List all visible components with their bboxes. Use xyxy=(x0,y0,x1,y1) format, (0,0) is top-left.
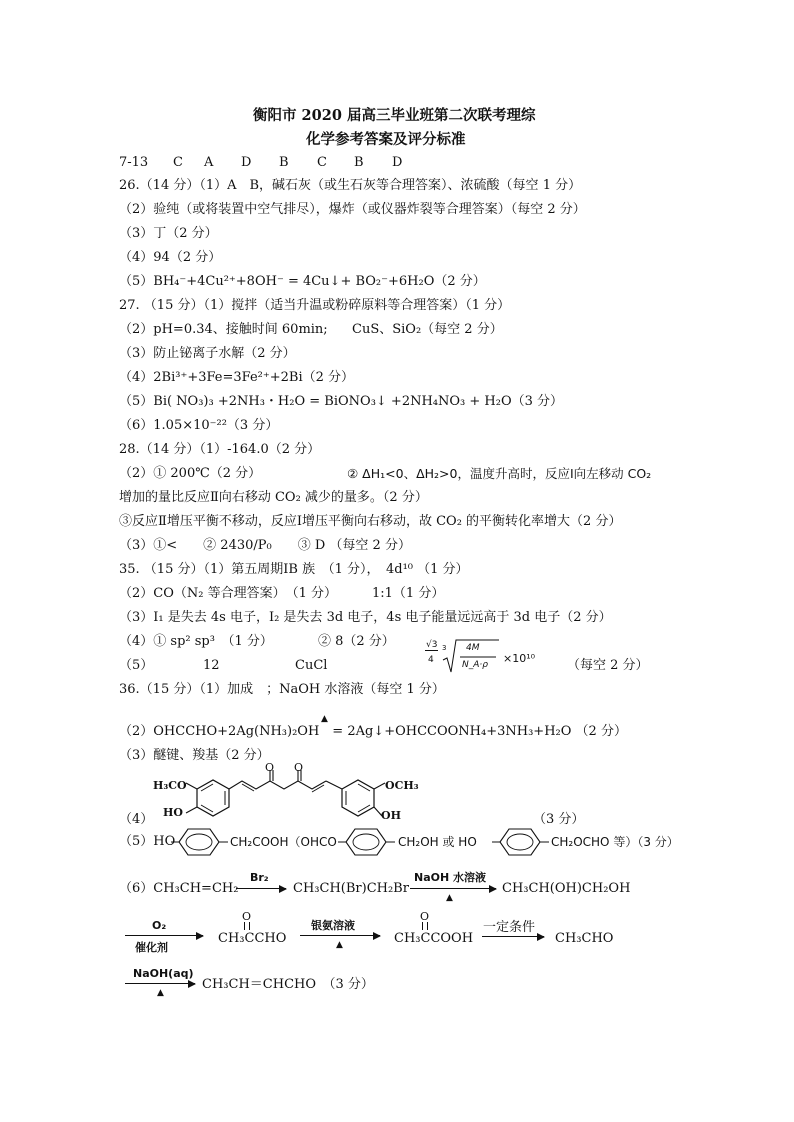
mc-answer: D xyxy=(392,155,403,170)
answer-line: 增加的量比反应Ⅱ向右移动 CO₂ 减少的量多。（2 分） xyxy=(119,490,428,505)
formula-times: ×10¹⁰ xyxy=(503,652,536,665)
answer-line: ③反应Ⅱ增压平衡不移动，反应Ⅰ增压平衡向右移动，故 CO₂ 的平衡转化率增大（2 分） xyxy=(119,514,622,529)
mc-answer: D xyxy=(241,155,252,170)
answer-line: （5）HO xyxy=(119,834,176,849)
structure-och3: OCH₃ xyxy=(385,779,419,792)
answer-line: CH₃CH(OH)CH₂OH xyxy=(502,881,631,896)
page-title: 衡阳市 2020 届高三毕业班第二次联考理综 xyxy=(253,107,536,124)
answer-line: （4）2Bi³⁺+3Fe=3Fe²⁺+2Bi（2 分） xyxy=(119,370,355,385)
structure-h3co: H₃CO xyxy=(153,779,187,792)
reagent-ag-ammonia: 银氨溶液 xyxy=(311,919,355,932)
answer-line: 35. （15 分）（1）第五周期ⅠB 族 （1 分）， 4d¹⁰ （1 分） xyxy=(119,562,469,577)
reaction-arrow xyxy=(125,935,203,936)
answer-line: 36.（15 分）（1）加成 ；NaOH 水溶液（每空 1 分） xyxy=(119,682,445,697)
answer-line: （3）①< ② 2430/P₀ ③ D （每空 2 分） xyxy=(119,538,411,553)
answer-line: 26.（14 分）（1）A B，碱石灰（或生石灰等合理答案）、浓硫酸（每空 1 分） xyxy=(119,178,582,193)
mc-range: 7-13 xyxy=(119,155,149,170)
answer-line: （6）1.05×10⁻²²（3 分） xyxy=(119,418,279,433)
mc-answer: B xyxy=(354,155,364,170)
structure-o: O xyxy=(265,761,275,774)
heat-triangle: ▲ xyxy=(336,940,343,950)
reaction-arrow xyxy=(125,983,195,984)
reaction-arrow xyxy=(482,936,544,937)
answer-line: CH₂COOH（OHCO xyxy=(230,835,337,849)
mc-answer: B xyxy=(279,155,289,170)
answer-line: （5） xyxy=(119,658,154,673)
answer-line: CH₂OH 或 HO xyxy=(398,835,477,849)
answer-line: （4） xyxy=(119,812,154,827)
formula-sqrt3: √3 xyxy=(426,640,438,650)
mc-answer: C xyxy=(173,155,183,170)
reagent-naoh-aq: NaOH(aq) xyxy=(133,967,194,980)
answer-line: （6）CH₃CH=CH₂ xyxy=(119,881,239,896)
benzene-ring-icon xyxy=(492,826,550,858)
reagent-catalyst: 催化剂 xyxy=(135,941,168,954)
answer-line: （3）I₁ 是失去 4s 电子，I₂ 是失去 3d 电子，4s 电子能量远远高于 3d 电子（2 分） xyxy=(119,610,612,625)
answer-line: （4）① sp² sp³ （1 分） xyxy=(119,634,273,649)
answer-line: （2）验纯（或将装置中空气排尽），爆炸（或仪器炸裂等合理答案）（每空 2 分） xyxy=(119,202,586,217)
mc-answer: C xyxy=(317,155,327,170)
answer-line: （5）Bi( NO₃)₃ +2NH₃・H₂O = BiONO₃↓ +2NH₄NO₃ + H₂O（3 分） xyxy=(119,394,564,409)
answer-line: （4）94（2 分） xyxy=(119,250,222,265)
structure-o: O xyxy=(294,761,304,774)
answer-line: （2）OHCCHO+2Ag(NH₃)₂OH = 2Ag↓+OHCCOONH₄+3NH₃+H₂O （2 分） xyxy=(119,724,627,739)
answer-line: （5）BH₄⁻+4Cu²⁺+8OH⁻ = 4Cu↓+ BO₂⁻+6H₂O（2 分） xyxy=(119,274,486,289)
answer-line: ② 8（2 分） xyxy=(318,634,395,649)
answer-line: （2）pH=0.34、接触时间 60min; xyxy=(119,322,328,337)
reagent-o2: O₂ xyxy=(152,919,167,932)
answer-line: （2）CO（N₂ 等合理答案） （1 分） xyxy=(119,586,337,601)
reaction-arrow xyxy=(300,935,380,936)
page-subtitle: 化学参考答案及评分标准 xyxy=(306,131,466,148)
answer-line: CH₃CHO xyxy=(555,931,614,946)
answer-line: CH₃CH＝CHCHO （3 分） xyxy=(202,977,374,992)
carbonyl-o: O xyxy=(420,910,430,923)
structure-ho: HO xyxy=(163,806,183,819)
formula-root-index: 3 xyxy=(442,644,447,652)
answer-line: （3）醚键、羧基（2 分） xyxy=(119,748,270,763)
carbonyl-o: O xyxy=(242,910,252,923)
answer-line: 12 xyxy=(203,658,220,673)
answer-line: （3）丁（2 分） xyxy=(119,226,218,241)
heat-triangle: ▲ xyxy=(157,988,164,998)
carbonyl-bond xyxy=(244,922,250,930)
answer-line: CuS、SiO₂（每空 2 分） xyxy=(352,322,503,337)
reagent-condition: 一定条件 xyxy=(483,920,536,935)
benzene-ring-icon xyxy=(338,826,396,858)
formula-four: 4 xyxy=(428,655,434,665)
answer-line: CH₃CCOOH xyxy=(394,931,474,946)
answer-line: （3）防止铋离子水解（2 分） xyxy=(119,346,296,361)
answer-line: （每空 2 分） xyxy=(567,658,649,673)
answer-line: CuCl xyxy=(295,658,328,673)
heat-triangle: ▲ xyxy=(321,714,328,724)
answer-line: CH₃CCHO xyxy=(218,931,287,946)
answer-line: 1:1（1 分） xyxy=(372,586,445,601)
formula-denominator: N_A·ρ xyxy=(462,660,488,670)
structure-oh: OH xyxy=(381,809,401,822)
answer-line: 27. （15 分）（1）搅拌（适当升温或粉碎原料等合理答案）（1 分） xyxy=(119,298,511,313)
answer-line: CH₃CH(Br)CH₂Br xyxy=(293,881,409,896)
carbonyl-bond xyxy=(422,922,428,930)
answer-line: CH₂OCHO 等）（3 分） xyxy=(551,835,679,849)
heat-triangle: ▲ xyxy=(446,893,453,903)
reaction-arrow xyxy=(410,888,496,889)
reaction-arrow xyxy=(236,888,286,889)
answer-line: ② ΔH₁<0、ΔH₂>0，温度升高时，反应Ⅰ向左移动 CO₂ xyxy=(347,466,652,481)
answer-line: （3 分） xyxy=(533,812,585,827)
reagent-naoh-water: NaOH 水溶液 xyxy=(414,871,487,884)
mc-answer: A xyxy=(204,155,214,170)
reagent-br2: Br₂ xyxy=(250,871,269,884)
benzene-ring-icon xyxy=(171,826,229,858)
answer-line: （2）① 200℃（2 分） xyxy=(119,466,262,481)
density-formula xyxy=(425,638,565,678)
formula-numerator: 4M xyxy=(466,643,480,653)
answer-line: 28.（14 分）（1）-164.0（2 分） xyxy=(119,442,321,457)
